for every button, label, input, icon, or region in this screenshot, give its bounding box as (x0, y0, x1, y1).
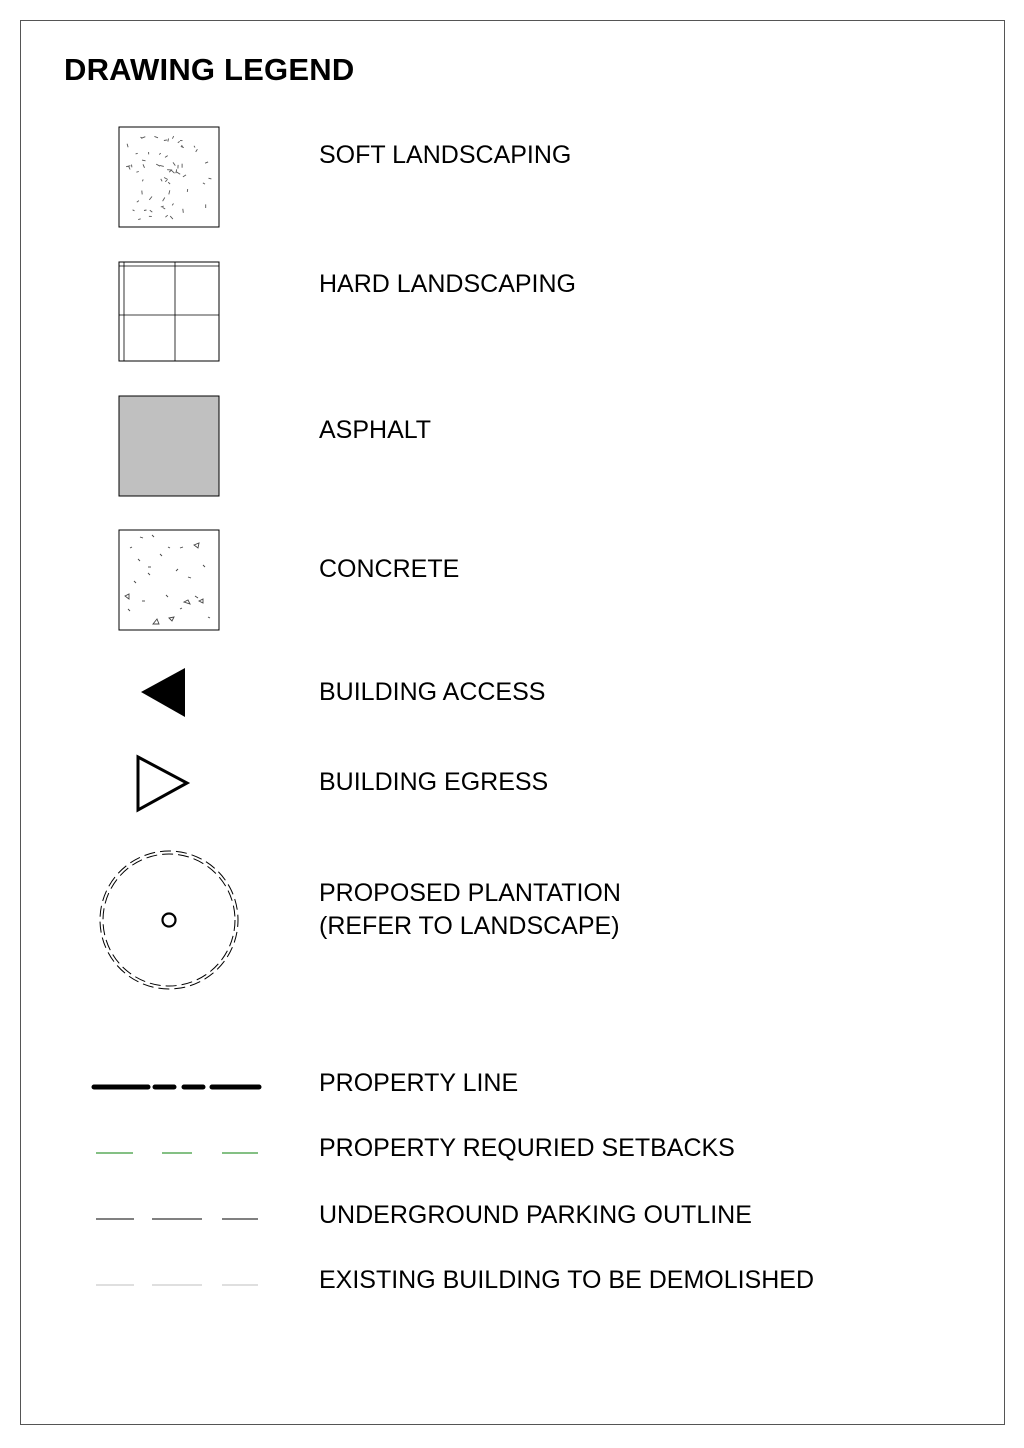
label-proposed-plantation-line1: PROPOSED PLANTATION (319, 879, 621, 907)
label-building-egress: BUILDING EGRESS (319, 768, 549, 796)
outline-triangle-right-icon (135, 754, 191, 813)
dashed-circle-tree-icon (98, 849, 240, 991)
label-soft-landscaping: SOFT LANDSCAPING (319, 141, 572, 169)
label-proposed-plantation (319, 877, 621, 943)
legend-title: DRAWING LEGEND (64, 52, 355, 87)
filled-triangle-left-icon (138, 666, 188, 719)
label-hard-landscaping: HARD LANDSCAPING (319, 270, 576, 298)
label-building-access: BUILDING ACCESS (319, 678, 546, 706)
grey-dashed-line-icon (94, 1281, 262, 1289)
green-dashed-line-icon (94, 1149, 262, 1157)
label-asphalt: ASPHALT (319, 416, 432, 444)
soft-landscaping-hatch-icon (118, 126, 220, 228)
label-concrete: CONCRETE (319, 555, 460, 583)
black-dashed-line-icon (94, 1215, 262, 1223)
thick-dash-dot-line-icon (92, 1080, 264, 1094)
label-underground-parking: UNDERGROUND PARKING OUTLINE (319, 1201, 752, 1229)
label-property-setbacks: PROPERTY REQURIED SETBACKS (319, 1134, 735, 1162)
label-proposed-plantation-line2: (REFER TO LANDSCAPE) (319, 912, 620, 940)
label-existing-building: EXISTING BUILDING TO BE DEMOLISHED (319, 1266, 815, 1294)
label-property-line: PROPERTY LINE (319, 1069, 519, 1097)
hard-landscaping-grid-icon (118, 261, 220, 362)
asphalt-fill-icon (118, 395, 220, 497)
concrete-hatch-icon (118, 529, 220, 631)
